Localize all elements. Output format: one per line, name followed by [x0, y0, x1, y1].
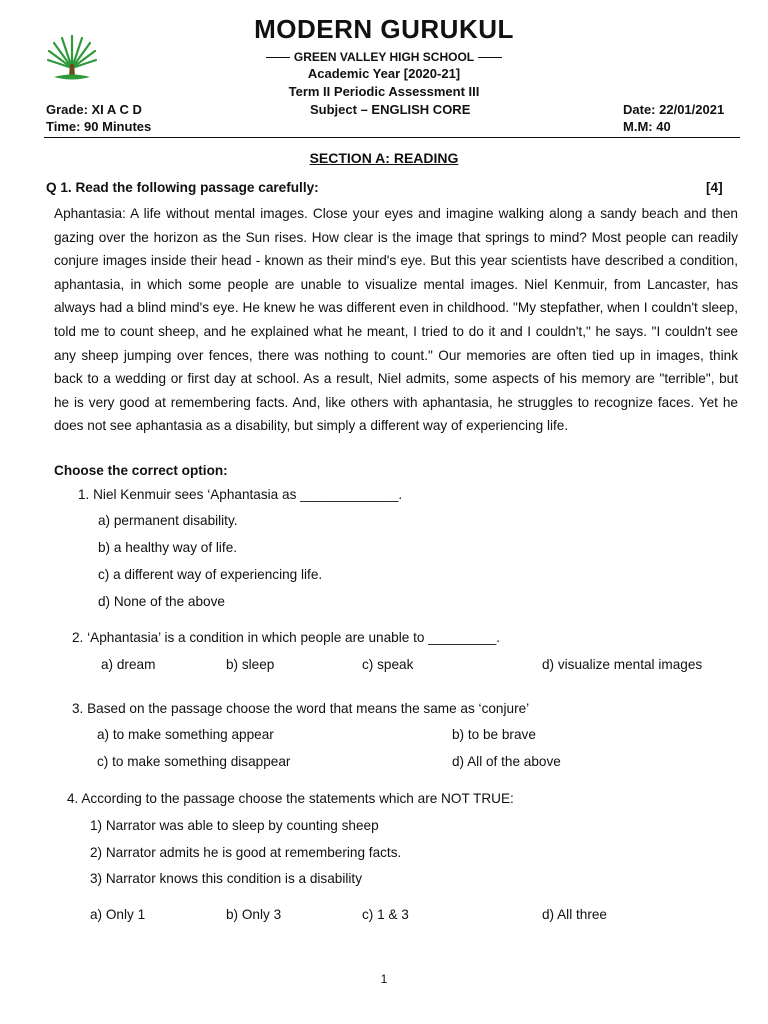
page-number: 1	[380, 972, 388, 986]
mcq-3-option-d: d) All of the above	[452, 754, 561, 769]
question-1-label: Q 1. Read the following passage carefully:	[46, 180, 319, 195]
exam-date: Date: 22/01/2021	[623, 102, 725, 117]
mcq-3-option-a: a) to make something appear	[97, 727, 274, 742]
academic-year: Academic Year [2020-21]	[307, 66, 461, 81]
header-divider	[44, 137, 740, 138]
mcq-3-option-b: b) to be brave	[452, 727, 536, 742]
mcq-2-option-a: a) dream	[101, 657, 156, 672]
mcq-1-text: 1. Niel Kenmuir sees ‘Aphantasia as _____________.	[78, 487, 403, 502]
mcq-2-text: 2. ‘Aphantasia’ is a condition in which people are unable to _________.	[72, 630, 501, 645]
mcq-3-option-c: c) to make something disappear	[97, 754, 291, 769]
mcq-2-option-b: b) sleep	[226, 657, 275, 672]
mcq-3-text: 3. Based on the passage choose the word that means the same as ‘conjure’	[72, 701, 530, 716]
sub-school	[0, 50, 768, 64]
mcq-4-option-d: d) All three	[542, 907, 607, 922]
mcq-4-statement-1: 1) Narrator was able to sleep by counting sheep	[90, 818, 379, 833]
mcq-4-text: 4. According to the passage choose the statements which are NOT TRUE:	[67, 791, 514, 806]
grade: Grade: XI A C D	[46, 102, 142, 117]
mcq-2-option-c: c) speak	[362, 657, 414, 672]
left-rule	[266, 57, 290, 58]
school-name: MODERN GURUKUL	[254, 14, 514, 44]
mcq-4-statement-2: 2) Narrator admits he is good at remembering facts.	[90, 845, 402, 860]
max-marks: M.M: 40	[623, 119, 671, 134]
subject: Subject – ENGLISH CORE	[310, 102, 471, 117]
mcq-1-option-d: d) None of the above	[98, 594, 225, 609]
sub-school-text: GREEN VALLEY HIGH SCHOOL	[293, 50, 475, 64]
mcq-1-option-c: c) a different way of experiencing life.	[98, 567, 323, 582]
instruction: Choose the correct option:	[54, 463, 228, 478]
mcq-4-option-b: b) Only 3	[226, 907, 282, 922]
mcq-4-statement-3: 3) Narrator knows this condition is a disability	[90, 871, 362, 886]
question-1-marks: [4]	[706, 180, 723, 195]
mcq-1-option-a: a) permanent disability.	[98, 513, 238, 528]
mcq-1-option-b: b) a healthy way of life.	[98, 540, 238, 555]
right-rule	[478, 57, 502, 58]
mcq-2-option-d: d) visualize mental images	[542, 657, 703, 672]
mcq-4-option-c: c) 1 & 3	[362, 907, 409, 922]
exam-time: Time: 90 Minutes	[46, 119, 152, 134]
mcq-4-option-a: a) Only 1	[90, 907, 146, 922]
section-title: SECTION A: READING	[309, 150, 459, 166]
reading-passage: Aphantasia: A life without mental images. Close your eyes and imagine walking along a sandy beach and then gazing over the horizon as the Sun rises. How clear is the image that springs to mind? Most people can readily conjure images inside their head - known as their mind's eye. But this year scientists have described a condition, aphantasia, in which some people are unable to visualize mental images. Niel Kenmuir, from Lancaster, has always had a blind mind's eye. He knew he was different even in childhood. "My stepfather, when I couldn't sleep, told me to count sheep, and he explained what he meant, I tried to do it and I couldn't," he says. "I couldn't see any sheep jumping over fences, there was nothing to count." Our memories are often tied up in images, think back to a wedding or first day at school. As a result, Niel admits, some aspects of his memory are "terrible", but he is very good at remembering facts. And, like others with aphantasia, he struggles to recognize faces. Yet he does not see aphantasia as a disability, but simply a different way of experiencing life.	[54, 206, 738, 434]
term-title: Term II Periodic Assessment III	[288, 84, 480, 99]
